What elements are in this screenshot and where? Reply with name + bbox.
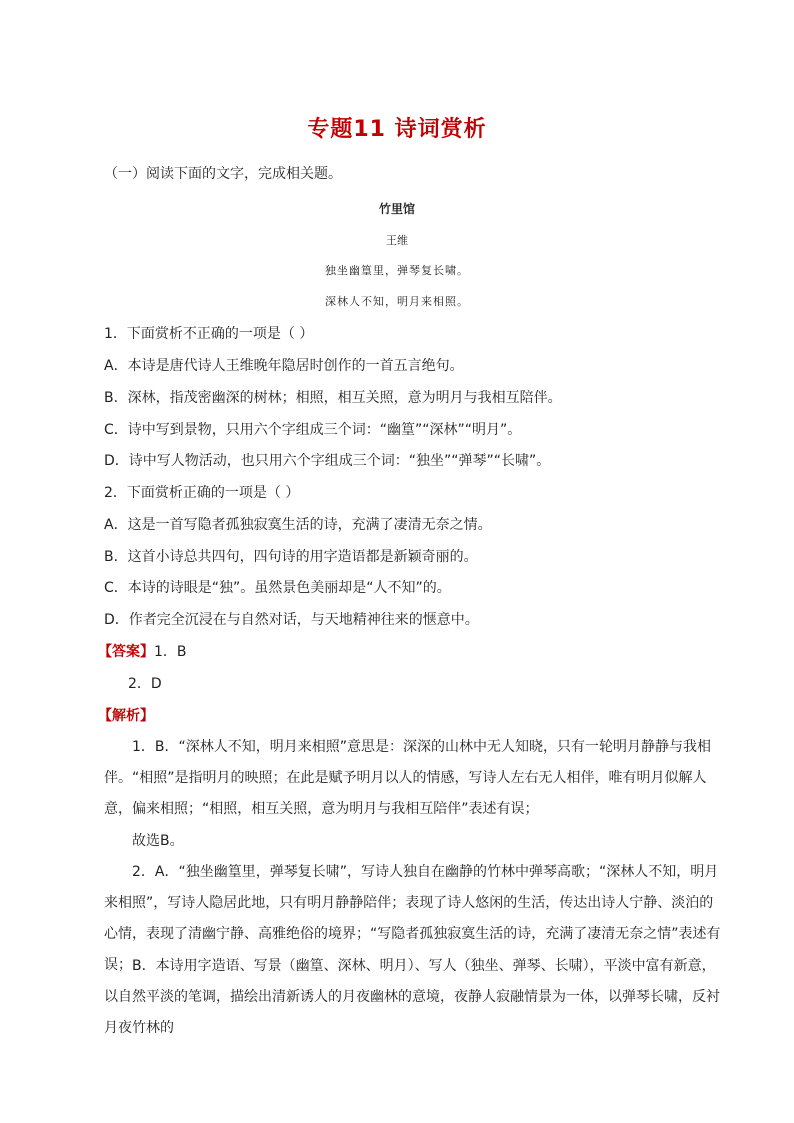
poem-line-1: 独坐幽篁里，弹琴复长啸。 (325, 264, 469, 277)
poem-author: 王维 (386, 234, 408, 247)
poem-line-2: 深林人不知，明月来相照。 (325, 295, 469, 308)
analysis-paragraph-3: B．本诗用字造语、写景（幽篁、深林、明月）、写人（独坐、弹琴、长啸），平淡中富有新意，以自然平淡的笔调，描绘出清新诱人的月夜幽林的意境，夜静人寂融情景为一体，以弹琴长啸，反衬月夜竹林的 (104, 958, 720, 1036)
question-1-stem: 1．下面赏析不正确的一项是（ ） (104, 326, 314, 342)
analysis-paragraph-1: 1．B．“深林人不知，明月来相照”意思是：深深的山林中无人知晓，只有一轮明月静静与我相伴。“相照”是指明月的映照；在此是赋予明月以人的情感，写诗人左右无人相伴，唯有明月似解人意，偏来相照；“相照，相互关照，意为明月与我相互陪伴”表述有误； (104, 739, 712, 817)
question-2-option-a: A．这是一首写隐者孤独寂寞生活的诗，充满了凄清无奈之情。 (104, 517, 492, 533)
analysis-label: 【解析】 (98, 708, 154, 724)
poem-title: 竹里馆 (378, 202, 415, 216)
answer-label: 【答案】 (98, 644, 154, 660)
question-1-option-c: C．诗中写到景物，只用六个字组成三个词：“幽篁”“深林”“明月”。 (104, 422, 522, 438)
page-title: 专题11 诗词赏析 (307, 117, 487, 142)
answer-2: 2．D (128, 676, 162, 692)
answer-row (98, 642, 187, 662)
question-1-option-b: B．深林，指茂密幽深的树林；相照，相互关照，意为明月与我相互陪伴。 (104, 390, 562, 406)
answer-1: 1．B (154, 644, 187, 660)
question-2-option-c: C．本诗的诗眼是“独”。虽然景色美丽却是“人不知”的。 (104, 580, 451, 596)
reading-instruction: （一）阅读下面的文字，完成相关题。 (104, 166, 342, 182)
question-2-option-b: B．这首小诗总共四句，四句诗的用字造语都是新颖奇丽的。 (104, 549, 478, 565)
question-1-option-d: D．诗中写人物活动，也只用六个字组成三个词：“独坐”“弹琴”“长啸”。 (104, 453, 551, 469)
question-2-option-d: D．作者完全沉浸在与自然对话，与天地精神往来的惬意中。 (104, 612, 479, 628)
analysis-conclusion-1: 故选B。 (132, 833, 184, 849)
question-2-stem: 2．下面赏析正确的一项是（ ） (104, 485, 300, 501)
question-1-option-a: A．本诗是唐代诗人王维晚年隐居时创作的一首五言绝句。 (104, 358, 464, 374)
analysis-paragraph-2: 2．A．“独坐幽篁里，弹琴复长啸”，写诗人独自在幽静的竹林中弹琴高歌；“深林人不知，明月来相照”，写诗人隐居此地，只有明月静静陪伴；表现了诗人悠闲的生活，传达出诗人宁静、淡泊的心情，表现了清幽宁静、高雅绝俗的境界；“写隐者孤独寂寞生活的诗，充满了凄清无奈之情”表述有误； (104, 864, 721, 973)
